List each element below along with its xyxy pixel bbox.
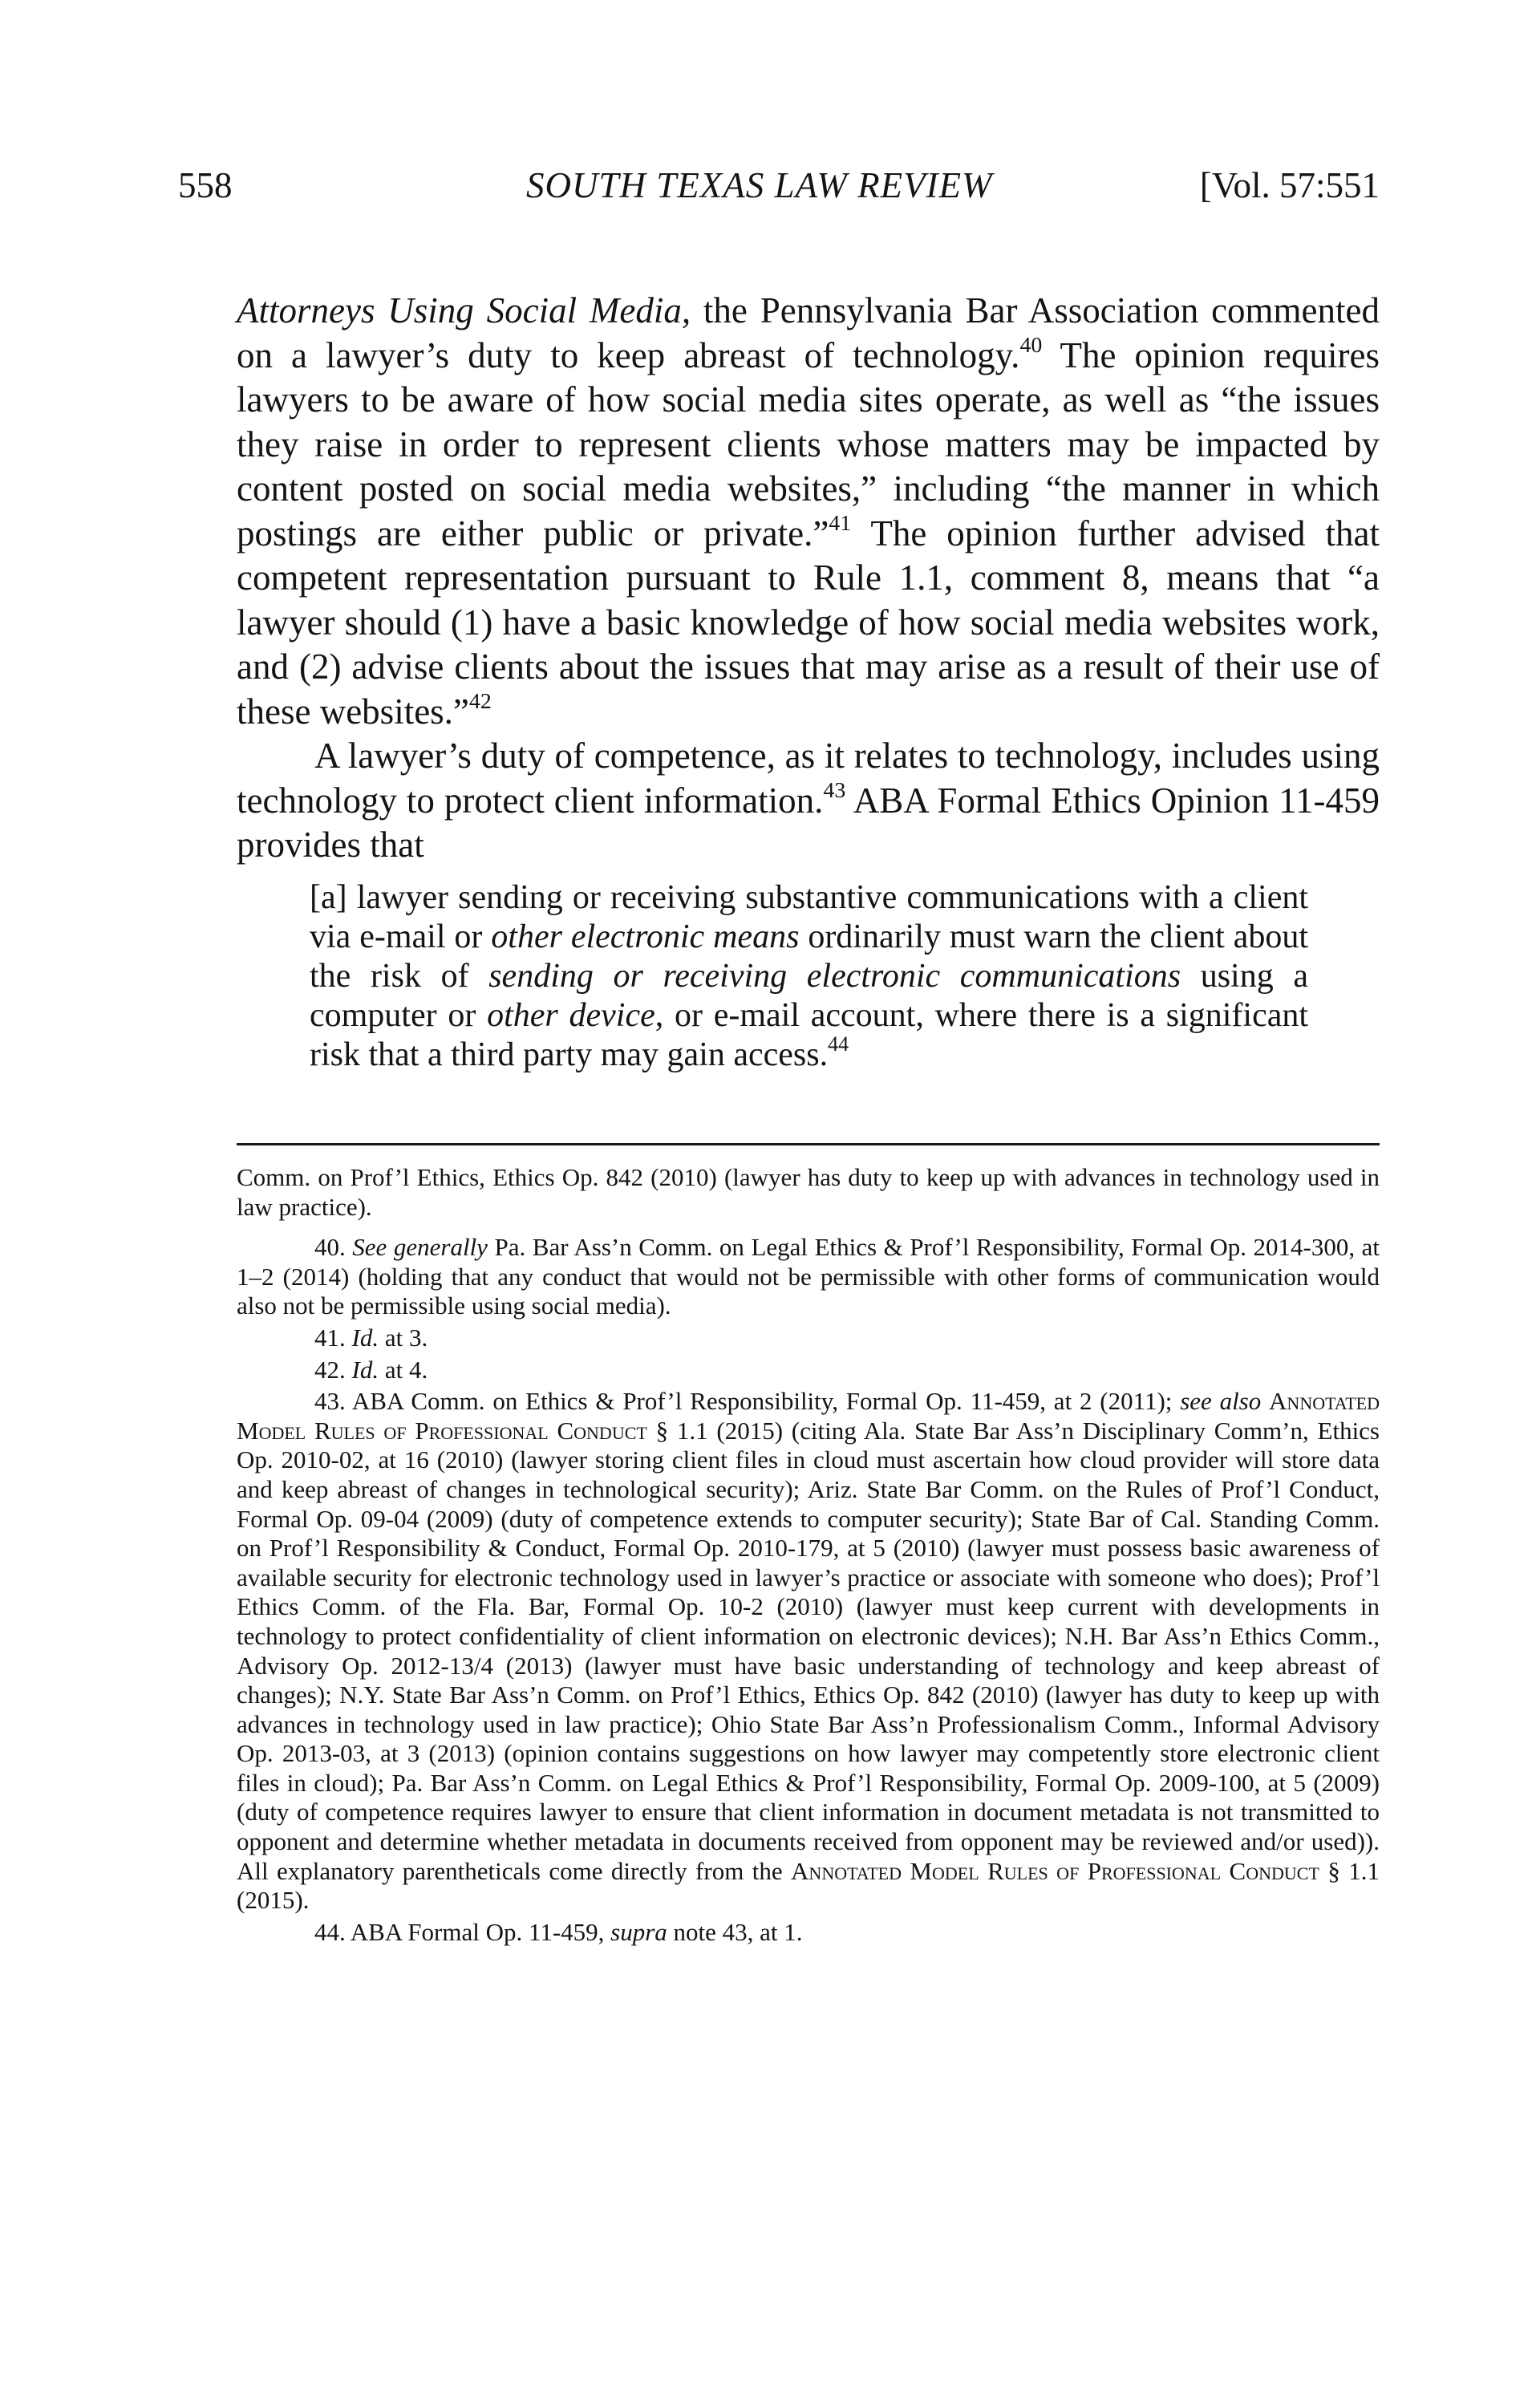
paragraph-2: [237, 734, 1380, 868]
paragraph-2-text-a: A lawyer’s duty of competence, as it relates to technology, includes using technology to protect client information.: [237, 736, 1380, 821]
running-header: [178, 157, 1380, 213]
footnote-ref-43[interactable]: 43: [823, 777, 846, 803]
paragraph-1-text-b: The opinion requires lawyers to be aware of how social media sites operate, as well as “the issues they raise in order to represent clients whose matters may be impacted by content posted on social media websites,” including “the manner in which postings are either public or private.”: [237, 334, 1380, 553]
footnote-divider: [237, 1143, 1380, 1145]
footnote-42: 42. Id. at 4.: [314, 1355, 428, 1384]
footnote-ref-41[interactable]: 41: [829, 510, 852, 536]
page-number: 558: [178, 165, 233, 205]
paragraph-1: [237, 289, 1380, 734]
footnote-40: 40. See generally Pa. Bar Ass’n Comm. on Legal Ethics & Prof’l Responsibility, Formal Op. 2014-300, at 1–2 (2014) (holding that any conduct that would not be permissible with other forms of communication would also not be permissible using social media).: [237, 1233, 1380, 1320]
paragraph-1-text-a: the Pennsylvania Bar Association commented on a lawyer’s duty to keep abreast of technology.: [237, 290, 1380, 375]
footnote-44: 44. ABA Formal Op. 11-459, supra note 43, at 1.: [314, 1917, 803, 1946]
main-text: [237, 289, 1380, 868]
footnote-39-continued: Comm. on Prof’l Ethics, Ethics Op. 842 (2010) (lawyer has duty to keep up with advances in technology used in law practice).: [237, 1163, 1380, 1221]
footnotes: [237, 1163, 1380, 1949]
journal-title: SOUTH TEXAS LAW REVIEW: [526, 165, 993, 205]
block-quote: [a] lawyer sending or receiving substantive communications with a client via e-mail or other electronic means ordinarily must warn the client about the risk of sending or receiving electronic communications using a computer or other device, or e-mail account, where there is a significant risk that a third party may gain access.$^{44}$: [310, 879, 1309, 1073]
volume-citation: [Vol. 57:551: [1199, 165, 1380, 205]
cited-title: Attorneys Using Social Media,: [237, 290, 691, 330]
footnote-43: 43. ABA Comm. on Ethics & Prof’l Responsibility, Formal Op. 11-459, at 2 (2011); see also Annotated Model Rules of Professional Conduct § 1.1 (2015) (citing Ala. State Bar Ass’n Disciplinary Comm’n, Ethics Op. 2010-02, at 16 (2010) (lawyer storing client files in cloud must ascertain how cloud provider will store data and keep abreast of changes in technological security); Ariz. State Bar Comm. on the Rules of Prof’l Conduct, Formal Op. 09-04 (2009) (duty of competence extends to computer security); State Bar of Cal. Standing Comm. on Prof’l Responsibility & Conduct, Formal Op. 2010-179, at 5 (2010) (lawyer must possess basic awareness of available security for electronic technology used in lawyer’s practice or associate with someone who does); Prof’l Ethics Comm. of the Fla. Bar, Formal Op. 10-2 (2010) (lawyer must keep current with developments in technology to protect confidentiality of client information on electronic devices); N.H. Bar Ass’n Ethics Comm., Advisory Op. 2012-13/4 (2013) (lawyer must have basic understanding of technology and keep abreast of changes); N.Y. State Bar Ass’n Comm. on Prof’l Ethics, Ethics Op. 842 (2010) (lawyer has duty to keep up with advances in technology used in law practice); Ohio State Bar Ass’n Professionalism Comm., Informal Advisory Op. 2013-03, at 3 (2013) (opinion contains suggestions on how lawyer may competently store electronic client files in cloud); Pa. Bar Ass’n Comm. on Legal Ethics & Prof’l Responsibility, Formal Op. 2009-100, at 5 (2009) (duty of competence requires lawyer to ensure that client information in document metadata is not transmitted to opponent and determine whether metadata in documents received from opponent may be reviewed and/or used)). All explanatory parentheticals come directly from the Annotated Model Rules of Professional Conduct § 1.1 (2015).: [237, 1387, 1380, 1915]
footnote-41: 41. Id. at 3.: [314, 1323, 428, 1352]
footnote-ref-42[interactable]: 42: [468, 688, 492, 714]
paragraph-2-text-b: ABA Formal Ethics Opinion 11-459 provides that: [237, 780, 1380, 865]
footnote-ref-40[interactable]: 40: [1019, 332, 1043, 358]
footnote-ref-44[interactable]: 44: [828, 1032, 849, 1056]
paragraph-1-text-c: The opinion further advised that competent representation pursuant to Rule 1.1, comment 8, means that “a lawyer should (1) have a basic knowledge of how social media websites work, and (2) advise clients about the issues that may arise as a result of their use of these websites.”: [237, 513, 1380, 732]
